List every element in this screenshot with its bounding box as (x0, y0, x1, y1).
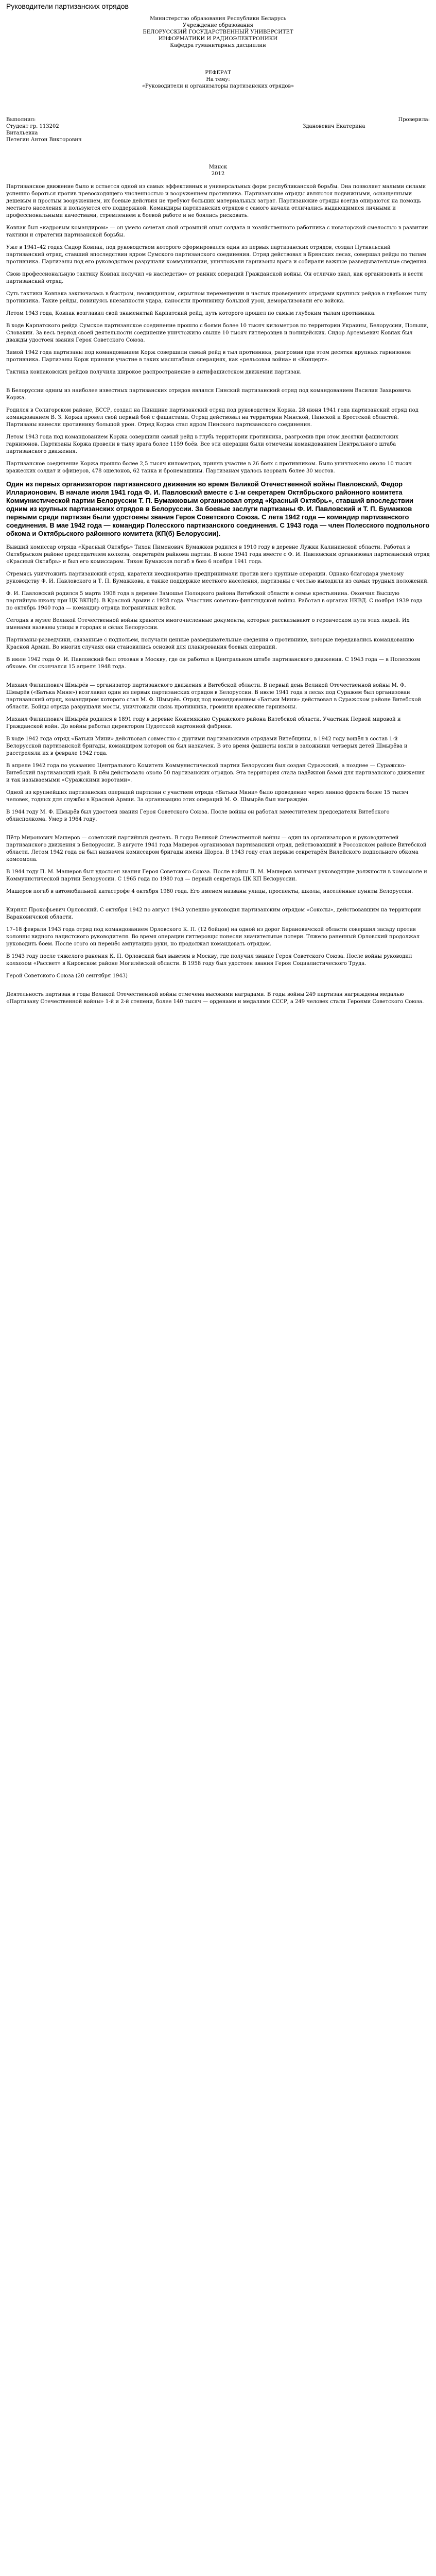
checked-label: Проверила: (398, 117, 430, 123)
page-title: Руководители партизанских отрядов (6, 2, 129, 10)
paragraph: Уже в 1941–42 годах Сидор Ковпак, под руководством которого сформировался один из первых партизанских отрядов, создал Путивльский партизанский отряд, ставший впоследствии ядром Сумского партизанского соединения. Отряд действовал в Брянских лесах, совершал рейды по тылам противника. Партизаны под его руководством разрушали коммуникации, уничтожали гарнизоны врага и собирали важные разведывательные сведения. (6, 245, 428, 265)
signature-block (6, 116, 430, 143)
paragraph: Стремясь уничтожить партизанский отряд, каратели неоднократно предпринимали против него крупные операции. Однако благодаря умелому руководству Ф. И. Павловского и Т. П. Бумажкова, а также поддержке местного населения, партизаны с честью выходили из самых трудных положений. (6, 571, 429, 584)
body-section-1 (6, 183, 430, 475)
paragraph: В 1943 году после тяжелого ранения К. П. Орловский был вывезен в Москву, где получил звание Героя Советского Союза. После войны руководил колхозом «Рассвет» в Кировском районе Могилёвской области. В 1958 году был удостоен звания Героя Социалистического Труда. (6, 954, 412, 967)
paragraph: Деятельность партизан в годы Великой Отечественной войны отмечена высокими наградами. В годы войны 249 партизан награждены медалью «Партизану Отечественной войны» 1-й и 2-й степени, более 140 тысяч — орденами и медалями СССР, а 249 человек стали Героями Советского Союза. (6, 992, 424, 1005)
paragraph: Пётр Миронович Машеров — советский партийный деятель. В годы Великой Отечественной войны — один из организаторов и руководителей партизанского движения в Белоруссии. В августе 1941 года Машеров организовал партизанский отряд, действовавший в Россонском районе Витебской области. Летом 1942 года он был назначен комиссаром бригады имени Щорса. В 1943 году стал первым секретарём Вилейского подпольного обкома комсомола. (6, 835, 427, 862)
paragraph: Михаил Филиппович Шмырёв родился в 1891 году в деревне Кожемякино Суражского района Витебской области. Участник Первой мировой и Гражданской войн. До войны работал директором Пудотской картонной фабрики. (6, 717, 401, 730)
body-section-2 (6, 544, 430, 671)
paragraph: Летом 1943 года, Ковпак возглавил свой знаменитый Карпатский рейд, путь которого прошел по самым глубоким тылам противника. (6, 311, 376, 316)
body-section-5 (6, 907, 430, 980)
document-page (6, 2, 430, 1006)
paragraph: Партизанское соединение Коржа прошло более 2,5 тысяч километров, приняв участие в 26 боях с противником. Было уничтожено около 10 тысяч вражеских солдат и офицеров, 478 эшелонов, 62 танка и бронемашины. Партизанам удалось взорвать более 30 мостов. (6, 461, 412, 474)
paragraph: Летом 1943 года под командованием Коржа совершили самый рейд в глубь территории противника, разгромив при этом десятки фашистских гарнизонов. Партизаны Коржа провели в тылу врага более 1159 боёв. Все эти операции были отмечены командованием Центрального штаба партизанского движения. (6, 434, 398, 454)
department-line: Кафедра гуманитарных дисциплин (170, 43, 266, 48)
paragraph: В ходе Карпатского рейда Сумское партизанское соединение прошло с боями более 10 тысяч километров по территории Украины, Белоруссии, Польши, Словакии. За весь период своей деятельности соединение уничтожило свыше 10 тысяч гитлеровцев и полицейских. Сидор Артемьевич Ковпак был дважды удостоен звания Героя Советского Союза. (6, 323, 429, 343)
paragraph: Родился в Солигорском районе, БССР, создал на Пинщине партизанский отряд под руководством Коржа. 28 июня 1941 года партизанский отряд под командованием В. З. Коржа провел свой первый бой с фашистами. Отряд действовал на территории Минской, Пинской и Брестской областей. Партизаны нанесли противнику большой урон. Отряд Коржа стал ядром Пинского партизанского соединения. (6, 408, 418, 428)
body-section-6 (6, 991, 430, 1006)
done-label: Выполнил: (6, 117, 36, 123)
document-type: РЕФЕРАТ (205, 70, 231, 76)
year: 2012 (211, 171, 225, 177)
body-section-3 (6, 682, 430, 823)
paragraph: Бывший комиссар отряда «Красный Октябрь» Тихон Пименович Бумажков родился в 1910 году в деревне Лужки Калининской области. Работал в Октябрьском районе председателем колхоза, секретарём райкома партии. В июле 1941 года вместе с Ф. И. Павловским организовал партизанский отряд «Красный Октябрь» и был его комиссаром. Тихон Бумажков погиб в бою 6 ноября 1941 года. (6, 545, 430, 565)
institution-type-line: Учреждение образования (183, 23, 253, 28)
paragraph: Партизанское движение было и остается одной из самых эффективных и универсальных форм республиканской борьбы. Она позволяет малыми силами успешно бороться против превосходящего численностью и вооружением противника. Партизанские отряды являются подвижными, оснащенными дешевым и простым вооружением, их боевые действия не требуют больших материальных затрат. Партизанские отряды всегда опираются на помощь местного населения и пользуются его поддержкой. Командиры партизанских отрядов с самого начала отличались выдающимися личными и профессиональными качествами, стремлением к боевой работе и не боялись рисковать. (6, 184, 426, 218)
paragraph: Суть тактики Ковпака заключалась в быстром, неожиданном, скрытном перемещении и частых проведениях отрядами крупных рейдов в глубоком тылу противника. Такие рейды, повинуясь внезапности удара, наносили противнику большой урон, деморализовали его войска. (6, 291, 427, 304)
city-year (6, 164, 430, 177)
paragraph: В 1944 году М. Ф. Шмырёв был удостоен звания Героя Советского Союза. После войны он работал заместителем председателя Витебского облисполкома. Умер в 1964 году. (6, 809, 390, 822)
paragraph: В июле 1942 года Ф. И. Павловский был отозван в Москву, где он работал в Центральном штабе партизанского движения. С 1943 года — в Полесском обкоме. Он скончался 15 апреля 1948 года. (6, 657, 421, 670)
paragraph: Партизаны-разведчики, связанные с подпольем, получали ценные разведывательные сведения о противнике, которые передавались командованию Красной Армии. Во многих случаях они становились основой для планирования боевых операций. (6, 637, 414, 650)
university-line-1: БЕЛОРУССКИЙ ГОСУДАРСТВЕННЫЙ УНИВЕРСИТЕТ (143, 29, 293, 35)
paragraph: Герой Советского Союза (20 сентября 1943) (6, 973, 128, 979)
paragraph: Ковпак был «кадровым командиром» — он умело сочетал свой огромный опыт солдата и хозяйственного работника с новаторской смелостью в развитии тактики и стратегии партизанской борьбы. (6, 225, 428, 238)
paragraph: В 1944 году П. М. Машеров был удостоен звания Героя Советского Союза. После войны П. М. Машеров занимал руководящие должности в комсомоле и Коммунистической партии Белоруссии. С 1965 года по 1980 год — первый секретарь ЦК КП Белоруссии. (6, 869, 427, 882)
institution-header (6, 15, 430, 49)
paragraph: Ф. И. Павловский родился 5 марта 1908 года в деревне Замошье Полоцкого района Витебской области в семье крестьянина. Окончил Высшую партийную школу при ЦК ВКП(б). В Красной Армии с 1928 года. Участник советско-финляндской войны. Работал в органах НКВД. С ноября 1939 года по октябрь 1940 года — командир отряда пограничных войск. (6, 591, 423, 611)
student-group: Студент гр. 113202 (6, 124, 59, 129)
topic-text: «Руководители и организаторы партизанских отрядов» (142, 83, 294, 89)
teacher-name: Здановевич Екатерина (303, 124, 365, 129)
paragraph: Одной из крупнейших партизанских операций партизан с участием отряда «Батьки Мини» было проведение через линию фронта более 15 тысяч человек, годных для службы в Красной Армии. За организацию этих операций М. Ф. Шмырёв был награждён. (6, 790, 409, 803)
paragraph: Машеров погиб в автомобильной катастрофе 4 октября 1980 года. Его именем названы улицы, проспекты, школы, населённые пункты Белоруссии. (6, 889, 413, 894)
ministry-line: Министерство образования Республики Беларусь (150, 16, 286, 22)
city: Минск (208, 164, 228, 170)
body-section-4 (6, 835, 430, 895)
paragraph: Кирилл Прокофьевич Орловский. С октября 1942 по август 1943 успешно руководил партизанским отрядом «Соколы», действовавшим на территории Барановичской области. (6, 907, 421, 920)
paragraph: 17–18 февраля 1943 года отряд под командованием Орловского К. П. (12 бойцов) на одной из дорог Барановичской области совершил засаду против колонны видного нацистского руководителя. Во время операции гитлеровцы понесли значительные потери. Тяжело раненный Орловский продолжал руководить боем. После этого он перенёс ампутацию руки, но продолжал командовать отрядом. (6, 927, 420, 947)
paragraph: В апреле 1942 года по указанию Центрального Комитета Коммунистической партии Белоруссии был создан Суражский, а позднее — Суражско-Витебский партизанский край. В нём действовало около 50 партизанских отрядов. Эта территория стала надёжной базой для партизанского движения и так называемыми «Суражскими воротами». (6, 763, 425, 783)
topic-label: На тему: (206, 77, 230, 82)
highlight-paragraph: Один из первых организаторов партизанского движения во время Великой Отечественной войны Павловский, Федор Илларионович. В начале июля 1941 года Ф. И. Павловский вместе с 1-м секретарем Октябрьского районного комитета Коммунистической партии Белоруссии Т. П. Бумажковым организовал отряд «Красный Октябрь», ставший впоследствии одним из крупных партизанских отрядов в Белоруссии. За боевые заслуги партизаны Ф. И. Павловский и Т. П. Бумажков первыми среди партизан были удостоены звания Героя Советского Союза. С лета 1942 года — командир партизанского соединения. В мае 1942 года — командир Полесского партизанского соединения. С 1943 года — член Полесского подпольного обкома и Октябрьского районного комитета (КП(б) Белоруссии). (6, 480, 430, 537)
title-block (6, 70, 430, 90)
paragraph: В Белоруссии одним из наиболее известных партизанских отрядов являлся Пинский партизанский отряд под командованием Василия Захаровича Коржа. (6, 388, 411, 401)
paragraph: В ходе 1942 года отряд «Батьки Мини» действовал совместно с другими партизанскими отрядами Витебщины, в 1942 году вошёл в состав 1-й Белорусской партизанской бригады, командиром которой он был назначен. В это время фашисты взяли в заложники четверых детей Шмырёва и расстреляли их в феврале 1942 года. (6, 736, 408, 756)
paragraph: Свою профессиональную тактику Ковпак получил «в наследство» от ранних операций Гражданской войны. Он отлично знал, как организовать и вести партизанский отряд. (6, 272, 423, 284)
paragraph: Зимой 1942 года партизаны под командованием Корж совершили самый рейд в тыл противника, разгромив при этом десятки крупных гарнизонов противника. Партизаны Корж приняли участие в таких масштабных операциях, как «рельсовая война» и «Концерт». (6, 350, 411, 363)
paragraph: Сегодня в музее Великой Отечественной войны хранятся многочисленные документы, которые рассказывают о героическом пути этих людей. Их именами названы улицы в городах и сёлах Белоруссии. (6, 618, 410, 631)
paragraph: Тактика ковпаковских рейдов получила широкое распространение в антифашистском движении партизан. (6, 369, 302, 375)
student-name: Петегин Антон Викторович (6, 137, 82, 143)
university-line-2: ИНФОРМАТИКИ И РАДИОЭЛЕКТРОНИКИ (158, 36, 278, 42)
teacher-patronymic: Витальевна (6, 130, 38, 136)
paragraph: Михаил Филиппович Шмырёв — организатор партизанского движения в Витебской области. В первый день Великой Отечественной войны М. Ф. Шмырёв («Батька Миня») возглавил один из первых партизанских отрядов в Белоруссии. В июле 1941 года в лесах под Суражем был организован партизанский отряд, командиром которого стал М. Ф. Шмырёв. Отряд под командованием «Батьки Мини» действовал в Суражском районе Витебской области. Бойцы отряда разрушали мосты, уничтожали связь противника, громили вражеские гарнизоны. (6, 683, 422, 710)
